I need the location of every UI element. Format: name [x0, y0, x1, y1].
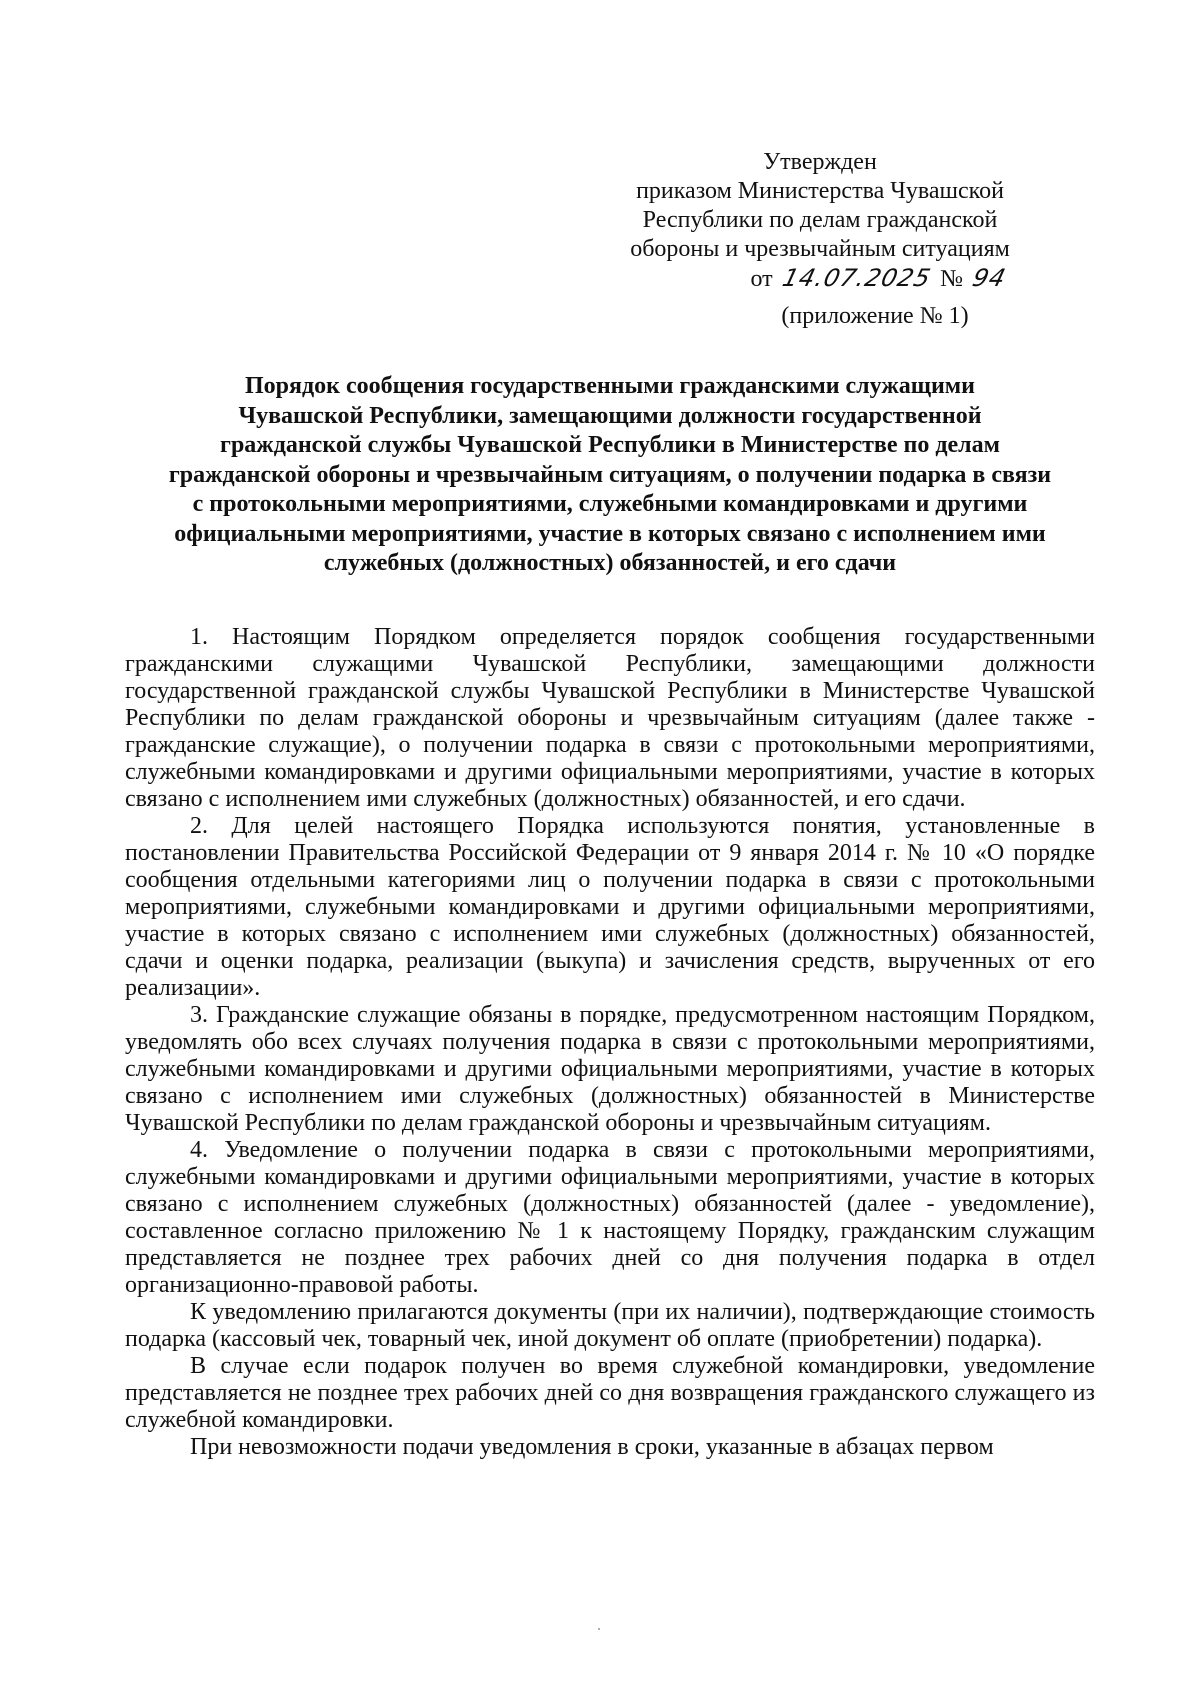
title-line-7: служебных (должностных) обязанностей, и его сдачи [323, 550, 897, 576]
title-line-5: с протокольными мероприятиями, служебными командировками и другими [192, 491, 1028, 517]
paragraph-4-impossibility: При невозможности подачи уведомления в сроки, указанные в абзацах первом [190, 1434, 994, 1460]
annex-label: (приложение № 1) [781, 303, 969, 329]
title-line-6: официальными мероприятиями, участие в которых связано с исполнением ими [174, 520, 1046, 547]
paragraph-1: 1. Настоящим Порядком определяется порядок сообщения государственными гражданскими служащими Чувашской Республики, замещающими должности государственной гражданской службы Чувашской Республики в Министерстве Чувашской Республики по делам гражданской обороны и чрезвычайным ситуациям (далее также - гражданские служащие), о получении подарка в связи с протокольными мероприятиями, служебными командировками и другими официальными мероприятиями, участие в которых связано с исполнением ими служебных (должностных) обязанностей, и его сдачи. [125, 624, 1095, 812]
approval-block [600, 148, 1040, 331]
document-title [118, 372, 1102, 579]
approval-line-1: Утвержден [763, 149, 877, 175]
document-body [125, 624, 1095, 1461]
approval-line-3: Республики по делам гражданской [642, 207, 998, 233]
scan-speck [598, 1628, 600, 1630]
title-line-2: Чувашской Республики, замещающими должности государственной [238, 402, 982, 429]
title-line-1: Порядок сообщения государственными гражданскими служащими [245, 373, 975, 399]
number-sign: № [940, 266, 963, 292]
approval-line-2: приказом Министерства Чувашской [636, 178, 1004, 204]
paragraph-2: 2. Для целей настоящего Порядка используются понятия, установленные в постановлении Правительства Российской Федерации от 9 января 2014 г. № 10 «О порядке сообщения отдельными категориями лиц о получении подарка в связи с протокольными мероприятиями, служебными командировками и другими официальными мероприятиями, участие в которых связано с исполнением ими служебных (должностных) обязанностей, сдачи и оценки подарка, реализации (выкупа) и зачисления средств, вырученных от его реализации». [125, 813, 1095, 1001]
approval-date-line [600, 264, 1040, 294]
date-prefix: от [750, 266, 773, 292]
title-line-3: гражданской службы Чувашской Республики в Министерстве по делам [220, 432, 1000, 458]
paragraph-4: 4. Уведомление о получении подарка в связи с протокольными мероприятиями, служебными командировками и другими официальными мероприятиями, участие в которых связано с исполнением служебных (должностных) обязанностей (далее - уведомление), составленное согласно приложению № 1 к настоящему Порядку, гражданским служащим представляется не позднее трех рабочих дней со дня получения подарка в отдел организационно-правовой работы. [125, 1137, 1095, 1298]
handwritten-number: 94 [969, 264, 1010, 292]
handwritten-date: 14.07.2025 [779, 264, 934, 292]
title-line-4: гражданской обороны и чрезвычайным ситуациям, о получении подарка в связи [168, 461, 1052, 488]
approval-line-4: обороны и чрезвычайным ситуациям [630, 236, 1010, 262]
paragraph-4-business-trip: В случае если подарок получен во время служебной командировки, уведомление представляется не позднее трех рабочих дней со дня возвращения гражданского служащего из служебной командировки. [125, 1353, 1095, 1433]
paragraph-3: 3. Гражданские служащие обязаны в порядке, предусмотренном настоящим Порядком, уведомлять обо всех случаях получения подарка в связи с протокольными мероприятиями, служебными командировками и другими официальными мероприятиями, участие в которых связано с исполнением ими служебных (должностных) обязанностей в Министерстве Чувашской Республики по делам гражданской обороны и чрезвычайным ситуациям. [125, 1002, 1095, 1136]
paragraph-4-attachments: К уведомлению прилагаются документы (при их наличии), подтверждающие стоимость подарка (кассовый чек, товарный чек, иной документ об оплате (приобретении) подарка). [125, 1299, 1095, 1352]
